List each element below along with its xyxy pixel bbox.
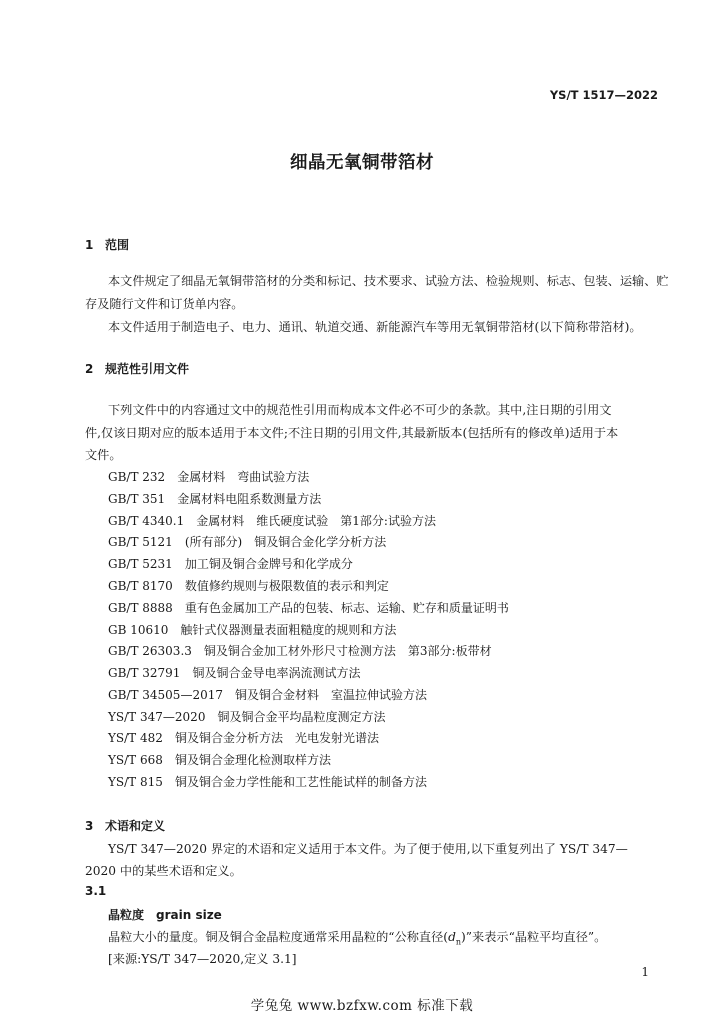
reference-item	[108, 621, 396, 638]
term-source: [来源:YS/T 347—2020,定义 3.1]	[108, 952, 297, 966]
term-definition	[108, 928, 606, 946]
reference-code: GB/T 26303.3	[108, 644, 192, 658]
definition-text-before: 晶粒大小的量度。铜及铜合金晶粒度通常采用晶粒的“公称直径(	[108, 930, 449, 944]
reference-code: YS/T 668	[108, 753, 163, 767]
reference-item	[108, 708, 385, 725]
reference-item	[108, 729, 379, 746]
reference-code: GB/T 351	[108, 492, 166, 506]
document-title: 细晶无氧铜带箔材	[290, 153, 434, 173]
reference-item	[108, 555, 353, 572]
reference-title: 数值修约规则与极限数值的表示和判定	[184, 579, 389, 593]
definition-symbol: d	[448, 930, 456, 944]
reference-code: GB/T 34505—2017	[108, 688, 223, 702]
reference-code: GB/T 8888	[108, 601, 173, 615]
page-number: 1	[641, 965, 649, 979]
reference-code: GB/T 5231	[108, 557, 173, 571]
section-3-intro-line-2: 2020 中的某些术语和定义。	[85, 864, 242, 878]
reference-title: 重有色金属加工产品的包装、标志、运输、贮存和质量证明书	[184, 601, 509, 615]
section-2-intro-line-1: 下列文件中的内容通过文中的规范性引用而构成本文件必不可少的条款。其中,注日期的引用文	[108, 403, 612, 417]
reference-code: GB/T 32791	[108, 666, 181, 680]
reference-title: 铜及铜合金分析方法 光电发射光谱法	[174, 731, 379, 745]
section-2-heading	[85, 360, 189, 377]
section-title: 范围	[105, 238, 130, 252]
section-1-heading	[85, 236, 129, 253]
section-number: 1	[85, 238, 94, 252]
reference-item	[108, 664, 360, 681]
term-title: 晶粒度 grain size	[108, 908, 222, 922]
reference-title: 金属材料 维氏硬度试验 第1部分:试验方法	[196, 514, 436, 528]
reference-title: 铜及铜合金力学性能和工艺性能试样的制备方法	[174, 775, 427, 789]
reference-item	[108, 773, 427, 790]
reference-item	[108, 512, 436, 529]
reference-code: GB/T 4340.1	[108, 514, 185, 528]
section-title: 规范性引用文件	[105, 362, 190, 376]
reference-code: GB 10610	[108, 623, 169, 637]
reference-item	[108, 533, 386, 550]
section-number: 3	[85, 819, 94, 833]
definition-subscript: n	[455, 937, 462, 947]
standard-code: YS/T 1517—2022	[549, 88, 658, 102]
section-1-paragraph-1-line-1: 本文件规定了细晶无氧铜带箔材的分类和标记、技术要求、试验方法、检验规则、标志、包装、运输、贮	[108, 274, 669, 288]
reference-title: 触针式仪器测量表面粗糙度的规则和方法	[180, 623, 397, 637]
section-number: 2	[85, 362, 94, 376]
section-3-heading	[85, 817, 165, 834]
reference-item	[108, 686, 427, 703]
reference-title: 铜及铜合金平均晶粒度测定方法	[217, 710, 386, 724]
reference-title: 金属材料电阻系数测量方法	[177, 492, 322, 506]
reference-title: (所有部分) 铜及铜合金化学分析方法	[184, 535, 387, 549]
reference-title: 铜及铜合金理化检测取样方法	[174, 753, 331, 767]
reference-item	[108, 751, 331, 768]
reference-item	[108, 599, 509, 616]
definition-text-after: )”来表示“晶粒平均直径”。	[461, 930, 607, 944]
section-1-paragraph-1-line-2: 存及随行文件和订货单内容。	[85, 297, 244, 311]
section-1-paragraph-2: 本文件适用于制造电子、电力、通讯、轨道交通、新能源汽车等用无氧铜带箔材(以下简称带箔材)。	[108, 320, 642, 334]
reference-code: YS/T 815	[108, 775, 163, 789]
reference-code: GB/T 5121	[108, 535, 173, 549]
footer-watermark: 学兔兔 www.bzfxw.com 标准下载	[250, 998, 474, 1014]
reference-code: GB/T 232	[108, 470, 166, 484]
reference-item	[108, 468, 309, 485]
reference-title: 铜及铜合金加工材外形尺寸检测方法 第3部分:板带材	[203, 644, 492, 658]
reference-item	[108, 577, 389, 594]
reference-title: 铜及铜合金导电率涡流测试方法	[192, 666, 361, 680]
reference-item	[108, 642, 492, 659]
reference-code: YS/T 482	[108, 731, 163, 745]
reference-code: YS/T 347—2020	[108, 710, 206, 724]
section-3-intro-line-1: YS/T 347—2020 界定的术语和定义适用于本文件。为了便于使用,以下重复列出了 YS/T 347—	[108, 842, 628, 856]
section-2-intro-line-2: 件,仅该日期对应的版本适用于本文件;不注日期的引用文件,其最新版本(包括所有的修改单)适用于本	[85, 426, 619, 440]
reference-title: 铜及铜合金材料 室温拉伸试验方法	[235, 688, 428, 702]
section-2-intro-line-3: 文件。	[85, 448, 122, 462]
reference-item	[108, 490, 321, 507]
section-title: 术语和定义	[105, 819, 166, 833]
reference-title: 加工铜及铜合金牌号和化学成分	[184, 557, 353, 571]
reference-code: GB/T 8170	[108, 579, 173, 593]
reference-title: 金属材料 弯曲试验方法	[177, 470, 310, 484]
term-number: 3.1	[85, 884, 107, 898]
